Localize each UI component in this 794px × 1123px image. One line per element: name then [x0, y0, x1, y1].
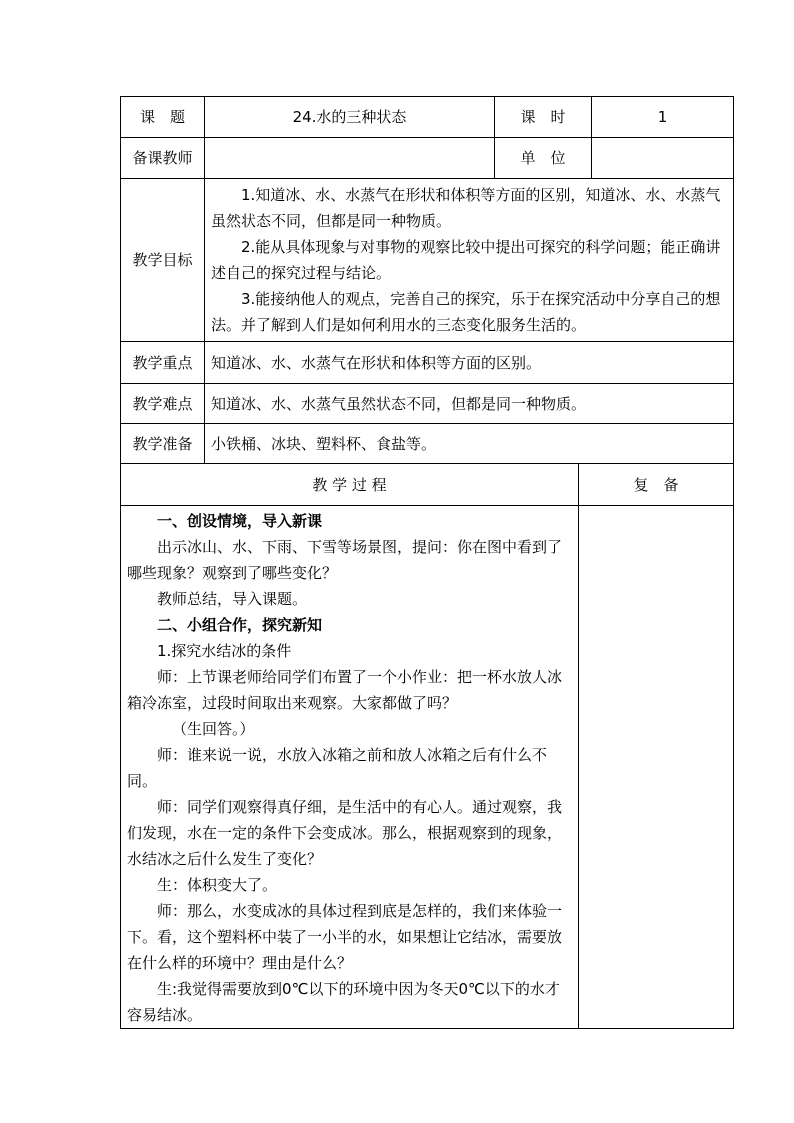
process-paragraph: 生：体积变大了。 [157, 876, 278, 894]
process-paragraph: 教师总结，导入课题。 [157, 590, 308, 608]
process-header-right: 复 备 [579, 464, 734, 506]
row-goals [121, 179, 734, 342]
goal-item: 2.能从具体现象与对事物的观察比较中提出可探究的科学问题；能正确讲述自己的探究过程与结论。 [211, 238, 721, 282]
period-value: 1 [592, 97, 734, 138]
process-content [121, 506, 579, 1029]
goals-content [205, 179, 734, 342]
process-paragraph: （生回答。） [172, 720, 255, 738]
process-paragraph: 出示冰山、水、下雨、下雪等场景图，提问：你在图中看到了哪些现象？观察到了哪些变化？ [127, 538, 563, 582]
goal-item: 3.能接纳他人的观点，完善自己的探究，乐于在探究活动中分享自己的想法。并了解到人们是如何利用水的三态变化服务生活的。 [211, 290, 721, 334]
row-preparation [121, 424, 734, 464]
focus-label: 教学重点 [121, 342, 205, 384]
process-paragraph: 生:我觉得需要放到0℃以下的环境中因为冬天0℃以下的水才容易结冰。 [127, 980, 560, 1024]
unit-value [592, 138, 734, 179]
preparation-label: 教学准备 [121, 424, 205, 464]
row-teacher [121, 138, 734, 179]
row-process [121, 506, 734, 1029]
focus-value: 知道冰、水、水蒸气在形状和体积等方面的区别。 [205, 342, 734, 384]
unit-label: 单 位 [495, 138, 592, 179]
row-difficulty [121, 384, 734, 424]
row-focus [121, 342, 734, 384]
difficulty-label: 教学难点 [121, 384, 205, 424]
lesson-plan-table [120, 96, 734, 1029]
process-heading: 二、小组合作，探究新知 [157, 616, 323, 634]
teacher-label: 备课教师 [121, 138, 205, 179]
process-paragraph: 师：那么，水变成冰的具体过程到底是怎样的，我们来体验一下。看，这个塑料杯中装了一小半的水，如果想让它结冰，需要放在什么样的环境中？理由是什么？ [127, 902, 563, 972]
row-process-header [121, 464, 734, 506]
goals-label: 教学目标 [121, 179, 205, 342]
topic-value: 24.水的三种状态 [205, 97, 495, 138]
topic-label: 课 题 [121, 97, 205, 138]
preparation-value: 小铁桶、冰块、塑料杯、食盐等。 [205, 424, 734, 464]
process-header-left: 教 学 过 程 [121, 464, 579, 506]
process-paragraph: 师：同学们观察得真仔细，是生活中的有心人。通过观察，我们发现，水在一定的条件下会变成冰。那么，根据观察到的现象，水结冰之后什么发生了变化？ [127, 798, 563, 868]
difficulty-value: 知道冰、水、水蒸气虽然状态不同，但都是同一种物质。 [205, 384, 734, 424]
period-label: 课 时 [495, 97, 592, 138]
process-paragraph: 1.探究水结冰的条件 [157, 642, 292, 660]
process-heading: 一、创设情境，导入新课 [157, 512, 323, 530]
goal-item: 1.知道冰、水、水蒸气在形状和体积等方面的区别，知道冰、水、水蒸气虽然状态不同，但都是同一种物质。 [211, 186, 721, 230]
process-paragraph: 师：谁来说一说，水放入冰箱之前和放人冰箱之后有什么不同。 [127, 746, 548, 790]
teacher-value [205, 138, 495, 179]
row-topic [121, 97, 734, 138]
process-paragraph: 师：上节课老师给同学们布置了一个小作业：把一杯水放人冰箱冷冻室，过段时间取出来观察。大家都做了吗？ [127, 668, 563, 712]
review-notes-cell [579, 506, 734, 1029]
